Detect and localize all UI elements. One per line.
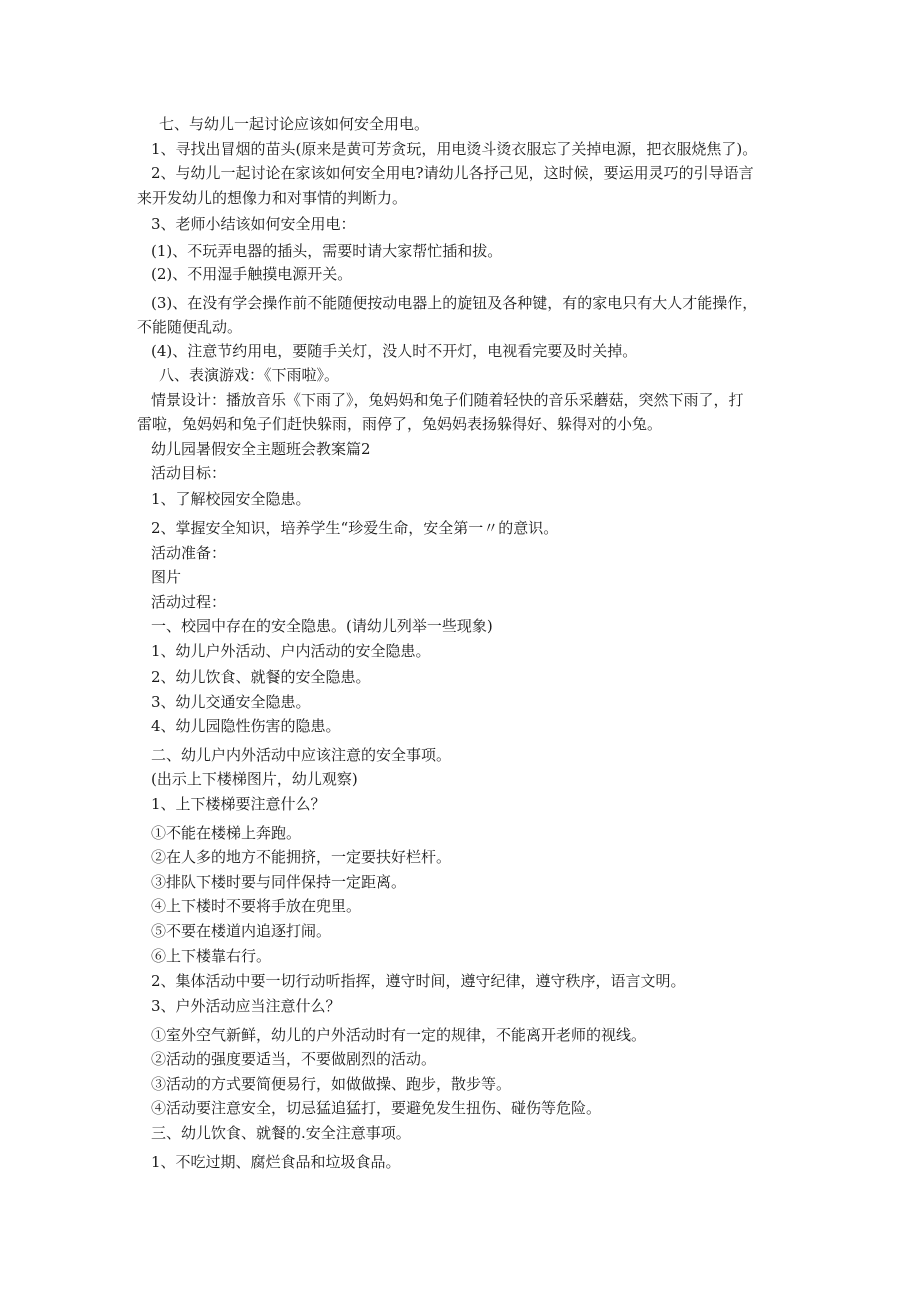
paragraph-line: 二、幼儿户内外活动中应该注意的安全事项。: [151, 746, 452, 764]
paragraph-line: 1、幼儿户外活动、户内活动的安全隐患。: [151, 642, 431, 660]
section-heading-8: 八、表演游戏：《下雨啦》。: [159, 366, 340, 384]
paragraph-line: 情景设计：播放音乐《下雨了》，兔妈妈和兔子们随着轻快的音乐采蘑菇，突然下雨了，打: [151, 391, 744, 409]
paragraph-line: 3、幼儿交通安全隐患。: [151, 693, 311, 711]
paragraph-line: (出示上下楼梯图片，幼儿观察): [151, 770, 358, 788]
paragraph-line: ②活动的强度要适当，不要做剧烈的活动。: [151, 1050, 437, 1068]
paragraph-line: 3、户外活动应当注意什么？: [151, 997, 341, 1015]
paragraph-line: (1)、不玩弄电器的插头，需要时请大家帮忙插和拔。: [151, 242, 503, 260]
paragraph-line: ⑥上下楼靠右行。: [151, 947, 272, 965]
paragraph-line: ②在人多的地方不能拥挤，一定要扶好栏杆。: [151, 848, 452, 866]
paragraph-line: 2、掌握安全知识，培养学生“珍爱生命，安全第一〃的意识。: [151, 519, 559, 537]
paragraph-line: ①不能在楼梯上奔跑。: [151, 824, 302, 842]
paragraph-line: 活动过程：: [151, 593, 227, 611]
paragraph-line: 来开发幼儿的想像力和对事情的判断力。: [137, 189, 408, 207]
paragraph-line: 2、集体活动中要一切行动听指挥，遵守时间，遵守纪律，遵守秩序，语言文明。: [151, 972, 686, 990]
paragraph-line: 1、上下楼梯要注意什么？: [151, 795, 326, 813]
paragraph-line: ④上下楼时不要将手放在兜里。: [151, 897, 362, 915]
paragraph-line: 图片: [151, 568, 182, 586]
paragraph-line: 雷啦，兔妈妈和兔子们赶快躲雨，雨停了，兔妈妈表扬躲得好、躲得对的小兔。: [137, 415, 663, 433]
paragraph-line: 1、不吃过期、腐烂食品和垃圾食品。: [151, 1153, 401, 1171]
paragraph-line: 三、幼儿饮食、就餐的.安全注意事项。: [151, 1124, 411, 1142]
paragraph-line: ①室外空气新鲜，幼儿的户外活动时有一定的规律，不能离开老师的视线。: [151, 1026, 647, 1044]
paragraph-line: ③排队下楼时要与同伴保持一定距离。: [151, 873, 407, 891]
paragraph-line: ③活动的方式要简便易行，如做做操、跑步，散步等。: [151, 1075, 512, 1093]
paragraph-line: (3)、在没有学会操作前不能随便按动电器上的旋钮及各种键，有的家电只有大人才能操作，: [151, 294, 758, 312]
paragraph-line: 2、幼儿饮食、就餐的安全隐患。: [151, 668, 371, 686]
paragraph-line: 活动准备：: [151, 544, 227, 562]
paragraph-line: 一、校园中存在的安全隐患。(请幼儿列举一些现象): [151, 617, 493, 635]
paragraph-line: 3、老师小结该如何安全用电：: [151, 215, 356, 233]
paragraph-line: ④活动要注意安全，切忌猛追猛打，要避免发生扭伤、碰伤等危险。: [151, 1099, 602, 1117]
paragraph-line: ⑤不要在楼道内追逐打闹。: [151, 922, 332, 940]
paragraph-line: 1、了解校园安全隐患。: [151, 490, 311, 508]
paragraph-line: 4、幼儿园隐性伤害的隐患。: [151, 717, 341, 735]
paragraph-line: 不能随便乱动。: [137, 318, 243, 336]
section-heading-7: 七、与幼儿一起讨论应该如何安全用电。: [159, 115, 430, 133]
paragraph-line: 1、寻找出冒烟的苗头(原来是黄可芳贪玩，用电烫斗烫衣服忘了关掉电源，把衣服烧焦了)。: [151, 140, 758, 158]
paragraph-line: (4)、注意节约用电，要随手关灯，没人时不开灯，电视看完要及时关掉。: [151, 342, 638, 360]
paragraph-line: (2)、不用湿手触摸电源开关。: [151, 265, 353, 283]
paragraph-line: 活动目标：: [151, 464, 227, 482]
paragraph-line: 2、与幼儿一起讨论在家该如何安全用电?请幼儿各抒己见，这时候，要运用灵巧的引导语言: [151, 164, 754, 182]
article-title: 幼儿园暑假安全主题班会教案篇2: [151, 440, 371, 458]
